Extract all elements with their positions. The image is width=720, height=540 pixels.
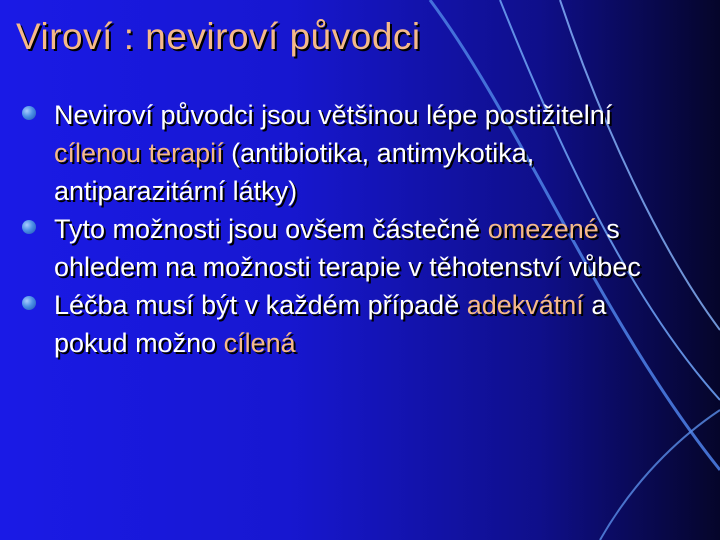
slide-title: Viroví : neviroví původci [16, 16, 421, 57]
bullet-icon [22, 106, 36, 120]
bullet-item [20, 96, 660, 210]
highlight-text: adekvátní [466, 290, 584, 320]
bullet-text [54, 210, 660, 286]
bullet-text-part: Tyto možnosti jsou ovšem částečně [54, 214, 488, 244]
bullet-text-part: Léčba musí být v každém případě [54, 290, 467, 320]
highlight-text: cílená [223, 328, 296, 358]
bullet-text-part: a pokud možno [54, 290, 607, 358]
bullet-item [20, 286, 660, 362]
bullet-text [54, 96, 660, 210]
bullet-text-part: (antibiotika, antimykotika, antiparazitární látky) [54, 138, 535, 206]
bullet-item [20, 210, 660, 286]
bullet-icon [22, 220, 36, 234]
highlight-text: omezené [487, 214, 599, 244]
bullet-icon [22, 296, 36, 310]
bullet-text-part: Neviroví původci jsou většinou lépe postižitelní [54, 100, 613, 130]
bullet-text-part: s ohledem na možnosti terapie v těhotenství vůbec [54, 214, 641, 282]
bullet-list [20, 96, 660, 362]
highlight-text: cílenou terapií [54, 138, 224, 168]
bullet-text [54, 286, 660, 362]
